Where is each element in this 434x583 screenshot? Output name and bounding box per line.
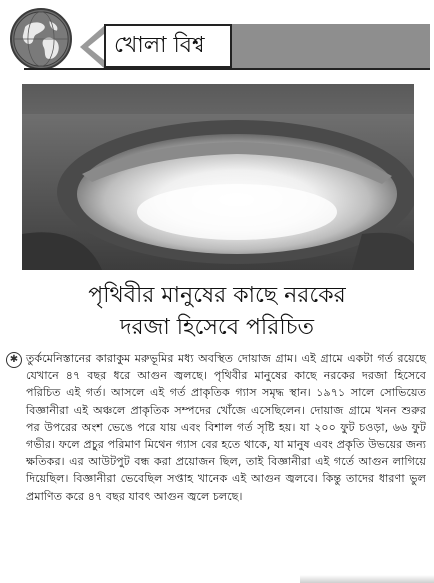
chevron-left-icon — [76, 26, 104, 68]
article-text: তুর্কমেনিস্তানের কারাকুম মরুভূমির মধ্য অবস্থিত দোয়াজ গ্রাম। এই গ্রামে একটা গর্ত রয়েছে যেখানে ৪৭ বছর ধরে আগুন জ্বলছে। পৃথিবীর মানুষের কাছে নরকের দরজা হিসেবে পরিচিত এই গর্ত। আসলে এই গর্ত প্রাকৃতিক গ্যাস সমৃদ্ধ স্থান। ১৯৭১ সালে সোভিয়েত বিজ্ঞানীরা এই অঞ্চলে প্রাকৃতিক সম্পদের খোঁজে এসেছিলেন। দোয়াজ গ্রামে খনন শুরুর পর উপরের অংশ ভেঙে পরে যায় এবং বিশাল গর্ত সৃষ্টি হয়। যা ২০০ ফুট চওড়া, ৬৬ ফুট গভীর। ফলে প্রচুর পরিমাণ মিথেন গ্যাস বের হতে থাকে, যা মানুষ এবং প্রকৃতি উভয়ের জন্য ক্ষতিকর। এর আউটপুট বন্ধ করা প্রয়োজন ছিল, তাই বিজ্ঞানীরা এই গর্তে আগুন লাগিয়ে দিয়েছিল। বিজ্ঞানীরা ভেবেছিল সপ্তাহ খানেক এই আগুন জ্বলবে। কিন্তু তাদের ধারণা ভুল প্রমাণিত করে ৪৭ বছর যাবৎ আগুন জ্বলে চলছে। — [26, 352, 426, 503]
section-header — [4, 6, 430, 72]
headline-line-1: পৃথিবীর মানুষের কাছে নরকের — [88, 283, 346, 308]
page-edge-shadow — [300, 575, 434, 583]
section-title-box — [104, 24, 232, 68]
star-bullet-icon: ✱ — [6, 352, 22, 368]
header-divider — [24, 68, 430, 70]
article-headline — [10, 280, 424, 344]
article-body — [6, 350, 426, 505]
fire-crater-image — [22, 84, 414, 270]
header-band — [232, 24, 430, 68]
globe-icon — [10, 8, 72, 70]
headline-line-2: দরজা হিসেবে পরিচিত — [119, 315, 315, 340]
section-title: খোলা বিশ্ব — [114, 32, 205, 58]
